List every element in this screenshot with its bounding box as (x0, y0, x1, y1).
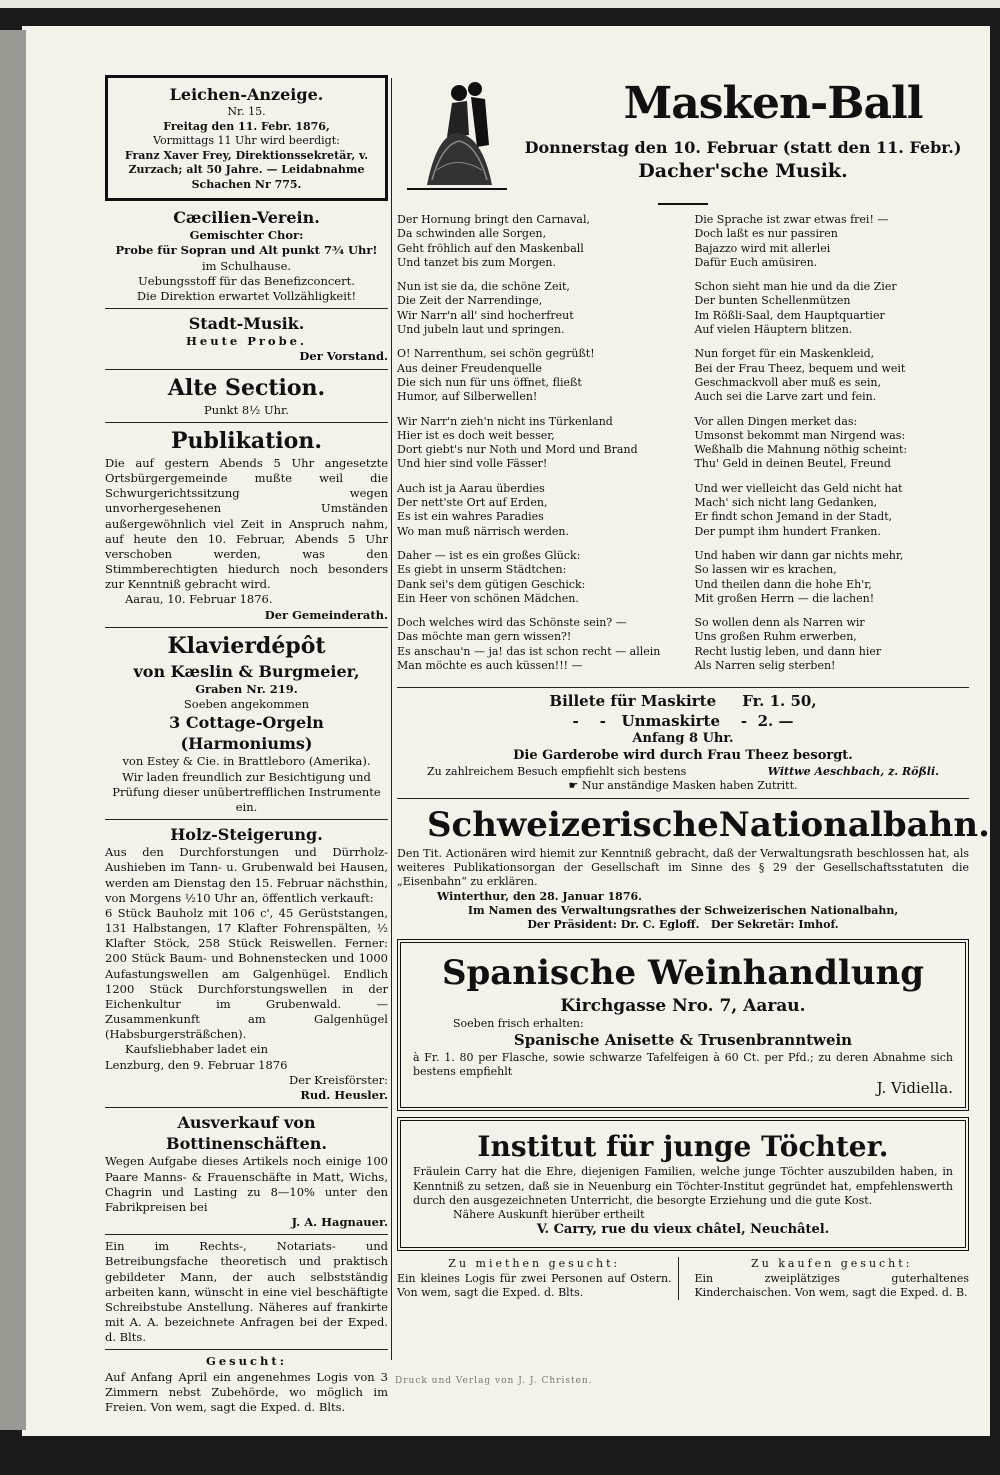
billete-garderobe: Die Garderobe wird durch Frau Theez besorgt. (513, 748, 853, 764)
divider (105, 819, 388, 820)
death-notice (105, 75, 388, 201)
scan-top-strip (0, 0, 1000, 8)
maskenball-music: Dacher'sche Musik. (638, 159, 848, 182)
institut-title: Institut für junge Töchter. (477, 1129, 889, 1163)
nationalbahn-signature: Der Präsident: Dr. C. Egloff. Der Sekretär: Imhof. (527, 918, 839, 932)
weinhandlung-product: Spanische Anisette & Trusenbranntwein (513, 1031, 853, 1050)
maskenball-header (397, 75, 969, 195)
poem-stanza: Die Sprache ist zwar etwas frei! — Doch laßt es nur passiren Bajazzo wird mit allerlei Dafür Euch amüsiren. (694, 213, 889, 269)
maskenball-titlebox (517, 75, 969, 184)
miethen-text: Ein kleines Logis für zwei Personen auf Ostern. Von wem, sagt die Exped. d. Blts. (397, 1271, 672, 1299)
caecilien-line: im Schulhause. (201, 258, 292, 273)
poem-stanza: Nun forget für ein Maskenkleid, Bei der Frau Theez, bequem und weit Geschmackvoll aber muß es sein, Auch sei die Larve zart und fein. (694, 347, 906, 404)
caecilien-line: Die Direktion erwartet Vollzähligkeit! (136, 289, 357, 303)
gesucht-text: Auf Anfang April ein angenehmes Logis von 3 Zimmern nebst Zubehörde, wo möglich im Freien. Von wem, sagt die Exped. d. Blts. (105, 1369, 388, 1414)
billete-line-maskirt: Billete für Maskirte Fr. 1. 50, (549, 692, 817, 711)
poem-stanza: Vor allen Dingen merket das: Umsonst bekommt man Nirgend was: Weßhalb die Mahnung nöthig scheint: Thu' Geld in deinen Beutel, Freund (694, 414, 908, 471)
divider (105, 1234, 388, 1235)
death-notice-time: Vormittags 11 Uhr wird beerdigt: (153, 134, 340, 148)
poem-stanza: Und haben wir dann gar nichts mehr, So lassen wir es krachen, Und theilen dann die hohe Eh'r, Mit großen Herrn — die lachen! (694, 548, 904, 605)
divider (105, 308, 388, 309)
publikation-text: Die auf gestern Abends 5 Uhr angesetzte Ortsbürgergemeinde mußte weil die Schwurgerichtssitzung wegen unvorhergesehenen Umständen außergewöhnlich viel Zeit in Anspruch nahm, auf heute den 10. Februar, Abends 5 Uhr verschoben werden, was den Stimmberechtigten hiedurch noch besonders zur Kenntniß gebracht wird. (105, 455, 388, 592)
left-column (105, 75, 388, 1419)
alte-section-title: Alte Section. (167, 374, 326, 401)
holz-text: Aus den Durchforstungen und Dürrholz-Aushieben im Tann- u. Grubenwald bei Hausen, werden am Dienstag den 15. Februar nächsthin, von Morgens ½10 Uhr an, öffentlich verkauft: (105, 845, 388, 905)
caecilien-line: Probe für Sopran und Alt punkt 7¾ Uhr! (115, 243, 378, 258)
weinhandlung-price: à Fr. 1. 80 per Flasche, sowie schwarze Tafelfeigen à 60 Ct. per Pfd.; zu deren Abnahme sich bestens empfiehlt (413, 1050, 953, 1079)
billete-note: ☛ Nur anständige Masken haben Zutritt. (568, 779, 798, 793)
nationalbahn-line: Im Namen des Verwaltungsrathes der Schweizerischen Nationalbahn, (467, 904, 899, 918)
weinhandlung-line: Soeben frisch erhalten: (453, 1016, 584, 1030)
weinhandlung-ad (397, 939, 969, 1111)
dancing-couple-image (397, 75, 517, 195)
institut-text: Fräulein Carry hat die Ehre, diejenigen Familien, welche junge Töchter auszubilden haben, in Kenntniß zu setzen, daß sie in Neuenburg ein Töchter-Institut gegründet hat, empfehlenswerth durch den ausgezeichneten Unterricht, die besorgte Erziehung und die gute Kost. (413, 1165, 953, 1207)
scan-left-edge (0, 30, 26, 1430)
divider (397, 687, 969, 688)
death-notice-date: Freitag den 11. Febr. 1876, (163, 119, 330, 133)
ausverkauf-text: Wegen Aufgabe dieses Artikels noch einige 100 Paare Manns- & Frauenschäfte in Matt, Wichs, Chagrin und Lasting zu 8—10% unter den Fabrikpreisen bei (105, 1154, 388, 1214)
holz-text: 6 Stück Bauholz mit 106 c', 45 Gerüststangen, 131 Halbstangen, 17 Klafter Fohrenspälten, ½ Klafter Stöck, 258 Stück Reiswellen. Ferner: 200 Stück Baum- und Bohnenstecken und 1000 Aufastungswellen am Galgenhügel. Endlich 1200 Stück Durchforstungswellen in der Eichenkultur im Grubenwald. — Zusammenkunft am Galgenhügel (Habsburgersträßchen). (105, 905, 388, 1042)
billete-line-unmaskirt: - - Unmaskirte - 2. — (572, 711, 794, 730)
imprint-footer: Druck und Verlag von J. J. Christen. (395, 1376, 593, 1386)
klavier-line: 3 Cottage-Orgeln (Harmoniums) (169, 713, 324, 754)
klavier-line: von Estey & Cie. in Brattleboro (Amerika). (122, 754, 371, 769)
divider (105, 1107, 388, 1108)
klavier-addr: Graben Nr. 219. (195, 681, 298, 696)
stadtmusik-sig: Der Vorstand. (299, 349, 388, 364)
maskenball-title: Masken-Ball (623, 78, 923, 129)
billete-signature: Wittwe Aeschbach, z. Rößli. (767, 765, 939, 779)
nationalbahn-title-b: Nationalbahn. (718, 804, 990, 845)
holz-place: Lenzburg, den 9. Februar 1876 (105, 1057, 288, 1072)
death-notice-title: Leichen-Anzeige. (169, 85, 324, 104)
divider (105, 627, 388, 628)
holz-line: Der Kreisförster: (288, 1072, 388, 1087)
holz-title: Holz-Steigerung. (170, 825, 323, 845)
klavier-ad (105, 632, 388, 815)
ausverkauf-ad (105, 1112, 388, 1230)
miethen-title: Zu miethen gesucht: (448, 1257, 621, 1271)
publikation-title: Publikation. (171, 427, 322, 454)
poem-right-column (694, 213, 969, 683)
nationalbahn-place: Winterthur, den 28. Januar 1876. (437, 889, 642, 903)
holz-ad (105, 824, 388, 1103)
ausverkauf-sig: J. A. Hagnauer. (291, 1215, 388, 1230)
institut-line: Nähere Auskunft hierüber ertheilt (453, 1208, 645, 1222)
billete-recommend (397, 765, 969, 779)
klavier-line: Soeben angekommen (183, 697, 310, 712)
poem-stanza: Doch welches wird das Schönste sein? — Das möchte man gern wissen?! Es anschau'n — ja! das ist schon recht — allein Man möchte es auch küssen!!! — (397, 616, 661, 673)
poem-stanza: Und wer vielleicht das Geld nicht hat Mach' sich nicht lang Gedanken, Er findt schon Jemand in der Stadt, Der pumpt ihm hundert Franken. (694, 481, 903, 538)
stadtmusik-ad (105, 313, 388, 364)
publikation-place: Aarau, 10. Februar 1876. (125, 592, 273, 607)
holz-line: Kaufsliebhaber ladet ein (125, 1042, 268, 1057)
ornament-rule (658, 203, 708, 205)
poem-stanza: So wollen denn als Narren wir Uns großen Ruhm erwerben, Recht lustig leben, und dann hier Als Narren selig sterben! (694, 616, 882, 673)
divider (105, 369, 388, 370)
column-divider (391, 78, 392, 1360)
institut-ad (397, 1117, 969, 1251)
klavier-firm: von Kæslin & Burgmeier, (133, 661, 360, 681)
billete-recommend-text: Zu zahlreichem Besuch empfiehlt sich bestens (427, 765, 687, 779)
kaufen-ad (694, 1257, 969, 1300)
institut-sig: V. Carry, rue du vieux châtel, Neuchâtel. (536, 1222, 830, 1238)
gesucht-ad (105, 1354, 388, 1415)
small-ads-row (397, 1257, 969, 1300)
caecilien-title: Cæcilien-Verein. (173, 208, 320, 228)
billete-start: Anfang 8 Uhr. (632, 731, 734, 747)
stadtmusik-sub: Heute Probe. (186, 334, 307, 349)
death-notice-text: Franz Xaver Frey, Direktionssekretär, v. Zurzach; alt 50 Jahre. — Leidabnahme Schachen Nr 775. (124, 148, 369, 191)
death-notice-nr: Nr. 15. (227, 105, 266, 119)
nationalbahn-header (397, 803, 990, 847)
maskenball-date: Donnerstag den 10. Februar (statt den 11. Febr.) (524, 138, 962, 158)
poem-left-column (397, 213, 672, 683)
poem (397, 213, 969, 683)
publikation-sig: Der Gemeinderath. (264, 607, 388, 622)
nationalbahn-title-a: Schweizerische (427, 804, 719, 845)
stadtmusik-title: Stadt-Musik. (188, 314, 305, 334)
poem-stanza: Nun ist sie da, die schöne Zeit, Die Zeit der Narrendinge, Wir Narr'n all' sind hocherfreut Und jubeln laut und springen. (397, 280, 574, 337)
holz-sig: Rud. Heusler. (300, 1088, 388, 1102)
poem-stanza: Daher — ist es ein großes Glück: Es giebt in unserm Städtchen: Dank sei's dem gütigen Geschick: Ein Heer von schönen Mädchen. (397, 548, 586, 605)
miethen-ad (397, 1257, 679, 1300)
alte-section-ad (105, 374, 388, 418)
kaufen-text: Ein zweiplätziges guterhaltenes Kinderchaischen. Von wem, sagt die Exped. d. B. (694, 1271, 969, 1299)
klavier-title: Klavierdépôt (167, 632, 326, 659)
weinhandlung-sig: J. Vidiella. (876, 1079, 953, 1098)
nationalbahn-ad (397, 803, 990, 933)
caecilien-sub: Gemischter Chor: (189, 228, 304, 243)
gesucht-title: Gesucht: (206, 1354, 287, 1369)
kaufen-title: Zu kaufen gesucht: (751, 1257, 913, 1271)
divider (397, 798, 969, 799)
ausverkauf-title: Ausverkauf von Bottinenschäften. (166, 1113, 327, 1154)
poem-stanza: Schon sieht man hie und da die Zier Der bunten Schellenmützen Im Rößli-Saal, dem Hauptquartier Auf vielen Häuptern blitzen. (694, 280, 897, 337)
publikation-ad (105, 427, 388, 623)
mann-ad: Ein im Rechts-, Notariats- und Betreibungsfache theoretisch und praktisch gebildeter Mann, der auch selbstständig arbeiten kann, wünscht in eine viel beschäftigte Schreibstube Anstellung. Näheres auf frankirte mit A. A. bezeichnete Anfragen bei der Exped. d. Blts. (105, 1239, 388, 1345)
right-column (397, 75, 990, 1300)
poem-stanza: Wir Narr'n zieh'n nicht ins Türkenland Hier ist es doch weit besser, Dort giebt's nur Noth und Mord und Brand Und hier sind volle Fässer! (397, 414, 638, 471)
caecilien-ad (105, 207, 388, 304)
divider (105, 422, 388, 423)
klavier-line: Wir laden freundlich zur Besichtigung und Prüfung dieser unübertrefflichen Instrumente ein. (112, 769, 381, 814)
divider (105, 1349, 388, 1350)
poem-stanza: O! Narrenthum, sei schön gegrüßt! Aus deiner Freudenquelle Die sich nun für uns öffnet, fließt Humor, auf Silberwellen! (397, 347, 595, 404)
caecilien-line: Uebungsstoff für das Benefizconcert. (138, 273, 355, 288)
weinhandlung-title: Spanische Weinhandlung (441, 952, 925, 993)
nationalbahn-text: Den Tit. Actionären wird hiemit zur Kenntniß gebracht, daß der Verwaltungsrath beschlossen hat, als weiteres Publikationsorgan der Gesellschaft im Sinne des § 29 der Gesellschaftsstatuten die „Eisenbahn“ zu erklären. (397, 846, 969, 889)
poem-stanza: Auch ist ja Aarau überdies Der nett'ste Ort auf Erden, Es ist ein wahres Paradies Wo man muß närrisch werden. (397, 481, 569, 538)
poem-stanza: Der Hornung bringt den Carnaval, Da schwinden alle Sorgen, Geht fröhlich auf den Maskenball Und tanzet bis zum Morgen. (397, 213, 591, 269)
alte-section-sub: Punkt 8½ Uhr. (204, 402, 289, 417)
weinhandlung-addr: Kirchgasse Nro. 7, Aarau. (560, 995, 806, 1016)
billete-block (397, 692, 969, 793)
